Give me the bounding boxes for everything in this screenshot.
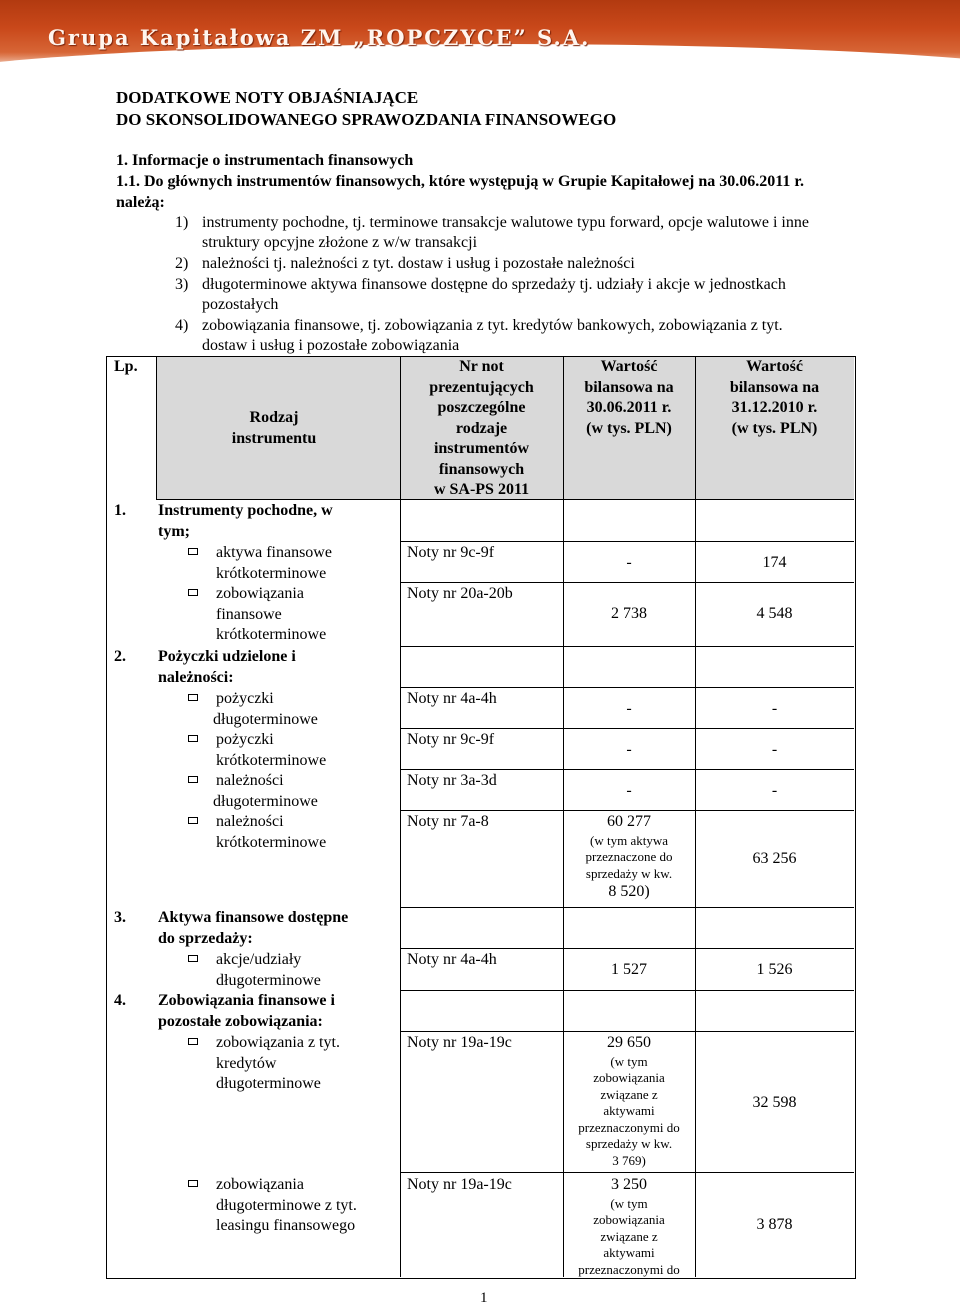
company-name: Grupa Kapitałowa ZM „ROPCZYCE” S.A. xyxy=(48,25,591,50)
bullet-icon xyxy=(188,817,198,824)
list-item-number: 4) xyxy=(175,317,189,334)
instrument-name: akcje/udziały długoterminowe xyxy=(216,951,321,989)
note-reference: Noty nr 3a-3d xyxy=(407,772,497,789)
bullet-icon xyxy=(188,1038,198,1045)
table-divider xyxy=(400,541,854,542)
table-divider xyxy=(400,810,854,811)
section-heading: 1. Informacje o instrumentach finansowych xyxy=(116,152,414,169)
table-divider xyxy=(695,356,696,1277)
document-title-line2: DO SKONSOLIDOWANEGO SPRAWOZDANIA FINANSOWEGO xyxy=(116,110,617,129)
value-2010: 63 256 xyxy=(752,850,797,867)
table-divider xyxy=(400,728,854,729)
note-reference: Noty nr 19a-19c xyxy=(407,1176,512,1193)
header-nr-not: Nr not prezentujących poszczególne rodzaje instrumentów finansowych w SA-PS 2011 xyxy=(429,358,534,498)
bullet-icon xyxy=(188,776,198,783)
note-reference: Noty nr 4a-4h xyxy=(407,951,497,968)
bullet-icon xyxy=(188,548,198,555)
list-item-text: dostaw i usług i pozostałe zobowiązania xyxy=(202,337,460,354)
table-divider xyxy=(400,990,854,991)
value-2011: - xyxy=(626,741,632,758)
value-2010: - xyxy=(771,782,778,799)
section-number: 3. xyxy=(114,909,126,926)
section-subheading: 1.1. Do głównych instrumentów finansowych, które występują w Grupie Kapitałowej na 30.06.2011 r. xyxy=(116,173,805,190)
instrument-name: zobowiązania finansowe krótkoterminowe xyxy=(216,585,327,643)
header-value-2010: Wartość bilansowa na 31.12.2010 r. (w tys. PLN) xyxy=(729,358,820,437)
header-value-2011: Wartość bilansowa na 30.06.2011 r. (w tys. PLN) xyxy=(584,358,674,437)
instrument-name: należności długoterminowe xyxy=(213,772,318,810)
list-item-number: 2) xyxy=(175,255,189,272)
table-divider xyxy=(156,356,157,499)
section-title: Zobowiązania finansowe i pozostałe zobowiązania: xyxy=(158,992,335,1030)
list-item-text: długoterminowe aktywa finansowe dostępne do sprzedaży tj. udziały i akcje w jednostkach xyxy=(202,276,786,293)
list-item-text: należności tj. należności z tyt. dostaw i usług i pozostałe należności xyxy=(202,255,635,272)
company-banner xyxy=(0,0,960,80)
section-title: Instrumenty pochodne, w tym; xyxy=(158,502,333,540)
note-reference: Noty nr 7a-8 xyxy=(407,813,489,830)
value-2011: 2 738 xyxy=(611,605,647,622)
list-item-text: pozostałych xyxy=(202,296,279,313)
value-2011: - xyxy=(626,700,632,717)
instrument-name: aktywa finansowe krótkoterminowe xyxy=(216,544,332,582)
naleza-label: należą: xyxy=(116,194,165,211)
bullet-icon xyxy=(188,1180,198,1187)
bullet-icon xyxy=(188,955,198,962)
value-2010: 32 598 xyxy=(752,1094,797,1111)
table-divider xyxy=(400,687,854,688)
list-item-text: struktury opcyjne złożone z w/w transakcji xyxy=(202,234,478,251)
bullet-icon xyxy=(188,694,198,701)
note-reference: Noty nr 9c-9f xyxy=(407,731,495,748)
document-title-line1: DODATKOWE NOTY OBJAŚNIAJĄCE xyxy=(116,88,419,107)
value-2010: 4 548 xyxy=(756,605,793,622)
list-item-text: zobowiązania finansowe, tj. zobowiązania z tyt. kredytów bankowych, zobowiązania z tyt. xyxy=(202,317,783,334)
value-2010: 1 526 xyxy=(756,961,793,978)
header-rodzaj: Rodzaj instrumentu xyxy=(231,409,317,447)
value-2011-with-note: 3 250 (w tym zobowiązania związane z aktywami przeznaczonymi do xyxy=(578,1176,680,1277)
value-2010: - xyxy=(771,700,778,717)
header-lp: Lp. xyxy=(114,358,138,375)
value-2011: - xyxy=(626,782,632,799)
list-item-text: instrumenty pochodne, tj. terminowe transakcje walutowe typu forward, opcje walutowe i inne xyxy=(202,214,809,231)
value-2011-with-note: 60 277 (w tym aktywa przeznaczone do sprzedaży w kw. 8 520) xyxy=(585,813,673,900)
note-reference: Noty nr 4a-4h xyxy=(407,690,497,707)
instrument-name: pożyczki długoterminowe xyxy=(213,690,318,728)
bullet-icon xyxy=(188,589,198,596)
table-divider xyxy=(400,646,854,647)
instrument-name: zobowiązania z tyt. kredytów długoterminowe xyxy=(216,1034,340,1092)
list-item-number: 1) xyxy=(175,214,189,231)
value-2010: - xyxy=(771,741,778,758)
value-2010: 3 878 xyxy=(756,1216,793,1233)
instrument-name: należności krótkoterminowe xyxy=(216,813,327,851)
bullet-icon xyxy=(188,735,198,742)
note-reference: Noty nr 9c-9f xyxy=(407,544,495,561)
table-divider xyxy=(400,1031,854,1032)
value-2011: - xyxy=(626,554,632,571)
instrument-name: zobowiązania długoterminowe z tyt. leasingu finansowego xyxy=(216,1176,357,1234)
table-divider xyxy=(400,769,854,770)
section-title: Pożyczki udzielone i należności: xyxy=(158,648,296,686)
list-item-number: 3) xyxy=(175,276,189,293)
section-number: 2. xyxy=(114,648,126,665)
section-number: 1. xyxy=(114,502,126,519)
table-divider xyxy=(400,907,854,908)
section-title: Aktywa finansowe dostępne do sprzedaży: xyxy=(158,909,349,947)
value-2011: 1 527 xyxy=(611,961,647,978)
value-2010: 174 xyxy=(762,554,787,571)
table-divider xyxy=(400,1172,854,1173)
section-number: 4. xyxy=(114,992,126,1009)
instrument-name: pożyczki krótkoterminowe xyxy=(216,731,327,769)
note-reference: Noty nr 20a-20b xyxy=(407,585,513,602)
table-divider xyxy=(400,948,854,949)
note-reference: Noty nr 19a-19c xyxy=(407,1034,512,1051)
table-divider xyxy=(400,582,854,583)
page-number: 1 xyxy=(480,1290,488,1306)
value-2011-with-note: 29 650 (w tym zobowiązania związane z aktywami przeznaczonymi do sprzedaży w kw. 3 769) xyxy=(578,1034,680,1168)
